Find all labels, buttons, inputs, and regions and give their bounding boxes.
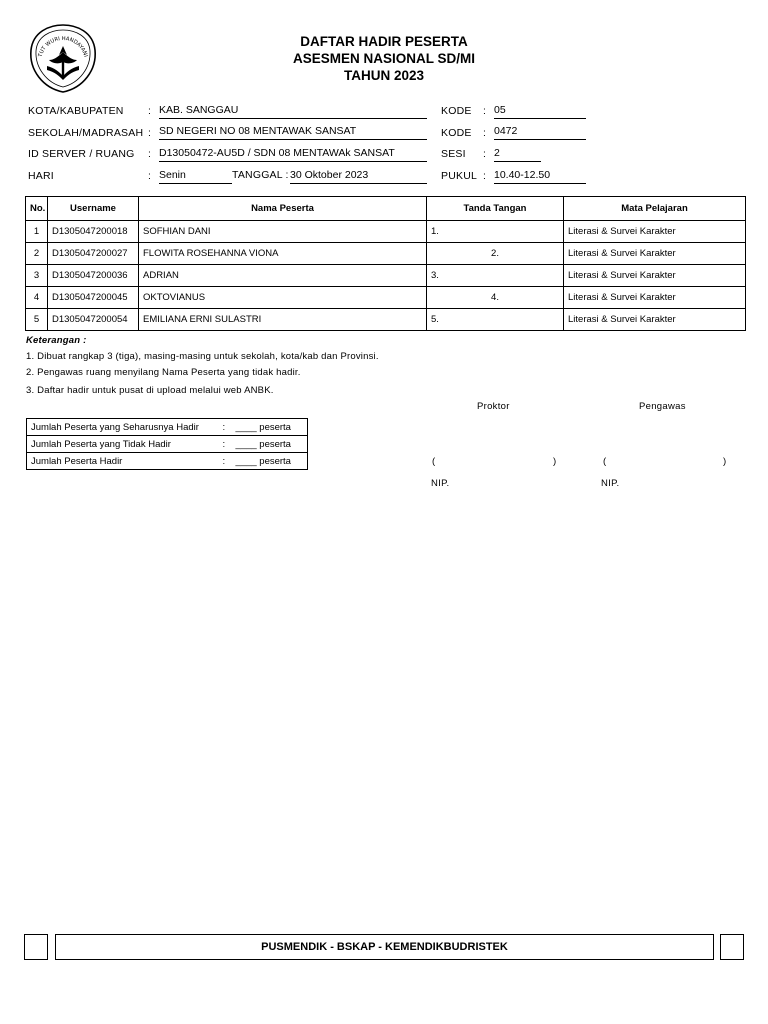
summary-row [27,419,308,436]
header-nama-peserta: Nama Peserta [139,197,427,221]
sesi-value: 2 [494,147,541,162]
summary-label: Jumlah Peserta yang Tidak Hadir [27,436,223,453]
colon: : [483,127,486,139]
footer-right-box [720,934,744,960]
hari-label: HARI [28,170,54,182]
row-signature[interactable]: 3. [427,265,564,287]
pengawas-name-close: ) [723,456,727,467]
summary-row [27,453,308,470]
kota-label: KOTA/KABUPATEN [28,105,124,117]
colon: : [148,148,151,160]
row-mapel: Literasi & Survei Karakter [564,265,746,287]
table-row [26,287,746,309]
table-row [26,243,746,265]
pukul-label: PUKUL [441,170,478,182]
pukul-value: 10.40-12.50 [494,169,586,184]
row-nama: SOFHIAN DANI [139,221,427,243]
row-signature[interactable]: 5. [427,309,564,331]
notes-title: Keterangan : [26,335,87,346]
header-no: No. [26,197,48,221]
colon: : [148,105,151,117]
row-username: D1305047200045 [48,287,139,309]
note-item-2: 2. Pengawas ruang menyilang Nama Peserta yang tidak hadir. [26,367,301,378]
server-value: D13050472-AU5D / SDN 08 MENTAWAk SANSAT [159,147,427,162]
row-nama: ADRIAN [139,265,427,287]
kode-label: KODE [441,105,472,117]
note-item-3: 3. Daftar hadir untuk pusat di upload melalui web ANBK. [26,385,274,396]
proktor-nip-label: NIP. [431,478,450,489]
colon: : [483,170,486,182]
row-signature[interactable]: 4. [427,287,564,309]
tanggal-label: TANGGAL : [232,169,289,181]
summary-table [26,418,308,470]
note-item-1: 1. Dibuat rangkap 3 (tiga), masing-masing untuk sekolah, kota/kab dan Provinsi. [26,351,379,362]
row-username: D1305047200027 [48,243,139,265]
summary-count [232,453,308,470]
summary-unit: peserta [259,421,291,433]
row-username: D1305047200054 [48,309,139,331]
kode-kota-value: 05 [494,104,586,119]
summary-unit: peserta [259,438,291,450]
attendance-table [25,196,746,331]
title-line-3: TAHUN 2023 [343,68,425,83]
kota-value: KAB. SANGGAU [159,104,427,119]
summary-blank[interactable]: ____ [235,438,257,450]
row-no: 3 [26,265,48,287]
header-mata-pelajaran: Mata Pelajaran [564,197,746,221]
row-no: 4 [26,287,48,309]
row-no: 5 [26,309,48,331]
table-row [26,309,746,331]
summary-unit: peserta [259,455,291,467]
title-line-2: ASESMEN NASIONAL SD/MI [292,51,476,66]
pengawas-nip-label: NIP. [601,478,620,489]
header-username: Username [48,197,139,221]
row-mapel: Literasi & Survei Karakter [564,221,746,243]
colon: : [483,105,486,117]
row-signature[interactable]: 1. [427,221,564,243]
proktor-label: Proktor [477,401,510,412]
row-no: 2 [26,243,48,265]
tanggal-value: 30 Oktober 2023 [290,169,427,184]
row-mapel: Literasi & Survei Karakter [564,243,746,265]
logo-text: TUT WURI HANDAYANI [37,35,89,58]
kode-label: KODE [441,127,472,139]
header-tanda-tangan: Tanda Tangan [427,197,564,221]
footer-left-box [24,934,48,960]
row-signature[interactable]: 2. [427,243,564,265]
row-username: D1305047200036 [48,265,139,287]
row-mapel: Literasi & Survei Karakter [564,309,746,331]
table-row [26,265,746,287]
pengawas-name-open: ( [603,456,607,467]
summary-colon: : [223,436,232,453]
footer-text: PUSMENDIK - BSKAP - KEMENDIKBUDRISTEK [55,934,714,960]
colon: : [483,148,486,160]
summary-count [232,436,308,453]
row-nama: OKTOVIANUS [139,287,427,309]
title-line-1: DAFTAR HADIR PESERTA [300,34,468,49]
row-nama: EMILIANA ERNI SULASTRI [139,309,427,331]
proktor-name-close: ) [553,456,557,467]
table-header-row [26,197,746,221]
hari-value: Senin [159,169,232,184]
pengawas-label: Pengawas [639,401,686,412]
summary-colon: : [223,453,232,470]
summary-label: Jumlah Peserta Hadir [27,453,223,470]
summary-label: Jumlah Peserta yang Seharusnya Hadir [27,419,223,436]
colon: : [148,127,151,139]
server-label: ID SERVER / RUANG [28,148,135,160]
kode-sekolah-value: 0472 [494,125,586,140]
sekolah-value: SD NEGERI NO 08 MENTAWAK SANSAT [159,125,427,140]
summary-blank[interactable]: ____ [235,455,257,467]
row-nama: FLOWITA ROSEHANNA VIONA [139,243,427,265]
tut-wuri-handayani-logo [27,22,99,94]
row-username: D1305047200018 [48,221,139,243]
sesi-label: SESI [441,148,466,160]
sekolah-label: SEKOLAH/MADRASAH [28,127,144,139]
row-mapel: Literasi & Survei Karakter [564,287,746,309]
colon: : [148,170,151,182]
summary-colon: : [223,419,232,436]
summary-blank[interactable]: ____ [235,421,257,433]
table-row [26,221,746,243]
summary-count [232,419,308,436]
proktor-name-open: ( [432,456,436,467]
summary-row [27,436,308,453]
row-no: 1 [26,221,48,243]
